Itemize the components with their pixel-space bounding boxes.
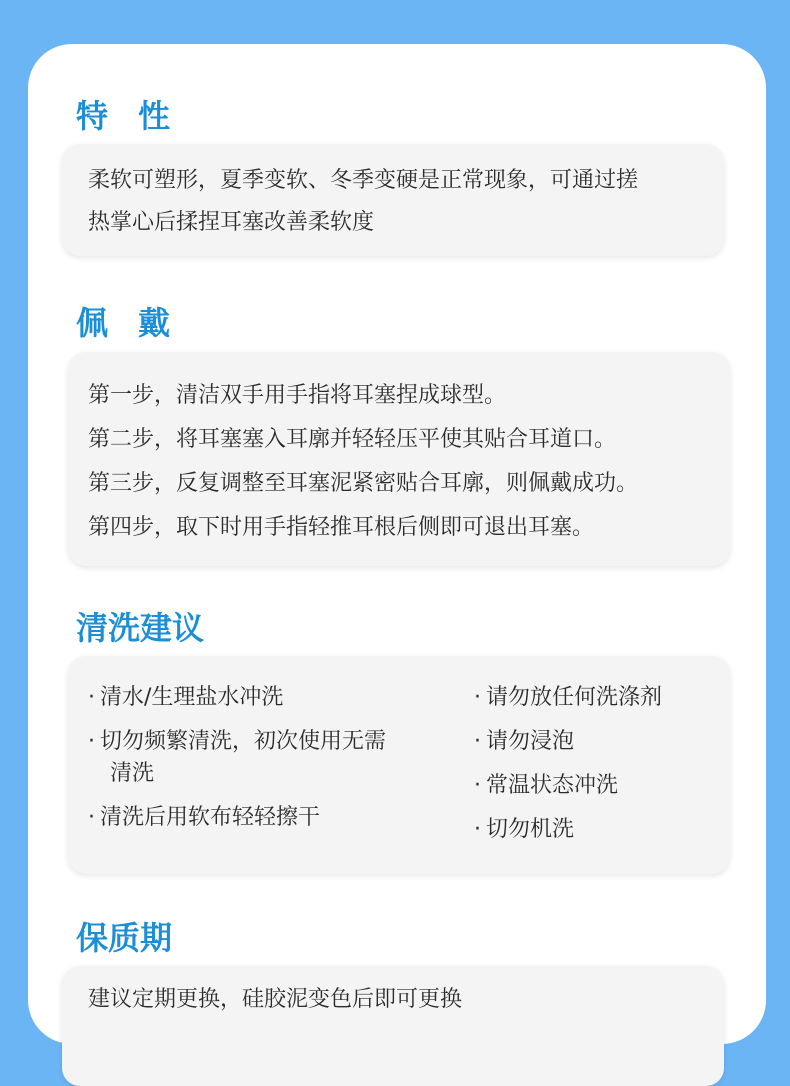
- wearing-step: 第二步，将耳塞塞入耳廓并轻轻压平使其贴合耳道口。: [88, 427, 617, 452]
- cleaning-box: [68, 656, 730, 874]
- wearing-title: 佩戴: [76, 304, 201, 342]
- cleaning-tip: · 请勿浸泡: [474, 726, 734, 758]
- cleaning-tip: · 清洗后用软布轻轻擦干: [88, 802, 428, 834]
- shelf-life-title: 保质期: [76, 919, 173, 957]
- shelf-life-line: 建议定期更换，硅胶泥变色后即可更换: [88, 987, 463, 1012]
- wearing-step: 第三步，反复调整至耳塞泥紧密贴合耳廓，则佩戴成功。: [88, 471, 639, 496]
- cleaning-tips: [88, 682, 730, 874]
- cleaning-tip: · 切勿频繁清洗，初次使用无需: [88, 726, 428, 758]
- cleaning-tips-right: [474, 682, 734, 846]
- wearing-box: [68, 352, 730, 566]
- cleaning-tip: · 请勿放任何洗涤剂: [474, 682, 734, 714]
- features-line: 柔软可塑形，夏季变软、冬季变硬是正常现象，可通过搓: [88, 168, 639, 193]
- shelf-life-box: [62, 966, 724, 1086]
- cleaning-tips-left: [88, 682, 428, 834]
- cleaning-tip: · 清水/生理盐水冲洗: [88, 682, 428, 714]
- wearing-step: 第四步，取下时用手指轻推耳根后侧即可退出耳塞。: [88, 515, 595, 540]
- features-line: 热掌心后揉捏耳塞改善柔软度: [88, 210, 375, 235]
- wearing-step: 第一步，清洁双手用手指将耳塞捏成球型。: [88, 383, 507, 408]
- cleaning-tip-continued: 清洗: [110, 761, 155, 786]
- cleaning-title: 清洗建议: [76, 609, 205, 647]
- features-title: 特性: [76, 97, 201, 135]
- content-card: [28, 44, 766, 1044]
- cleaning-tip: · 常温状态冲洗: [474, 770, 734, 802]
- cleaning-tip: · 切勿机洗: [474, 814, 734, 846]
- features-box: [62, 144, 724, 256]
